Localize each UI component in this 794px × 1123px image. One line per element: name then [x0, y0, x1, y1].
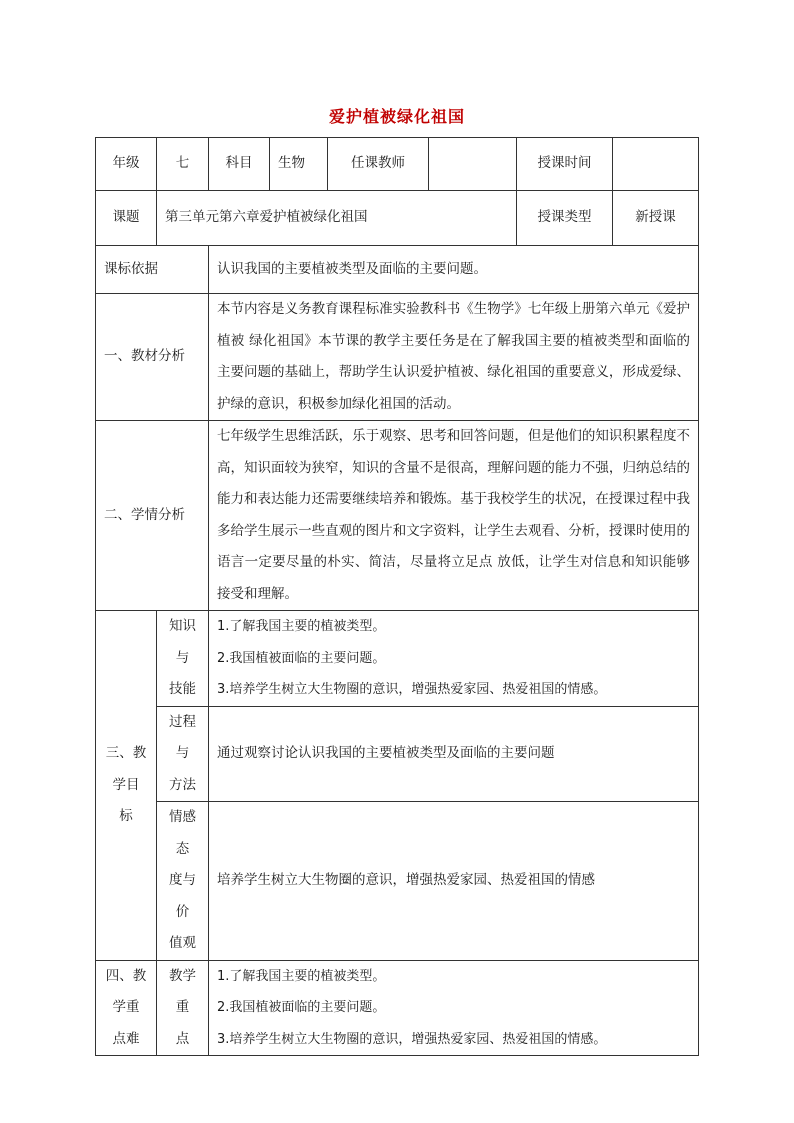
key-points-label-line: 学重 — [112, 999, 140, 1015]
knowledge-item: 2.我国植被面临的主要问题。 — [217, 650, 386, 666]
document-title: 爱护植被绿化祖国 — [328, 107, 465, 126]
emotion-value: 培养学生树立大生物圈的意识，增强热爱家园、热爱祖国的情感 — [209, 802, 699, 961]
teacher-label: 任课教师 — [328, 138, 429, 191]
key-points-label — [96, 960, 157, 1056]
process-value: 通过观察讨论认识我国的主要植被类型及面临的主要问题 — [209, 706, 699, 802]
emotion-label — [157, 802, 209, 961]
goals-label-line: 三、教 — [105, 745, 147, 761]
standard-value: 认识我国的主要植被类型及面临的主要问题。 — [209, 246, 699, 294]
goals-label-line: 标 — [119, 808, 133, 824]
topic-value: 第三单元第六章爱护植被绿化祖国 — [157, 191, 517, 246]
topic-label: 课题 — [96, 191, 157, 246]
key-points-sub-label — [157, 960, 209, 1056]
key-points-row — [96, 960, 699, 1056]
key-point-item: 2.我国植被面临的主要问题。 — [217, 1000, 386, 1015]
type-value: 新授课 — [613, 191, 699, 246]
emotion-label-line: 情感态 — [169, 809, 196, 857]
textbook-value: 本节内容是义务教育课程标准实验教科书《生物学》七年级上册第六单元《爱护植被 绿化祖国》本节课的教学主要任务是在了解我国主要的植被类型和面临的主要问题的基础上，帮助学生认识爱护植被、绿化祖国的重要意义，形成爱绿、护绿的意识，积极参加绿化祖国的活动。 — [209, 294, 699, 421]
process-label-line: 方法 — [169, 776, 196, 793]
process-label — [157, 706, 209, 802]
subject-value: 生物 — [270, 138, 328, 191]
key-points-label-line: 四、教 — [105, 967, 147, 984]
process-label-line: 过程与 — [169, 713, 196, 761]
knowledge-label-line: 技能 — [169, 681, 196, 697]
type-label: 授课类型 — [517, 191, 613, 246]
emotion-label-line: 度与价 — [169, 872, 196, 920]
student-label: 二、学情分析 — [96, 421, 209, 611]
goals-label-line: 学目 — [112, 776, 140, 793]
key-points-sub-label-line: 点 — [175, 1030, 190, 1047]
key-points-label-line: 点难 — [112, 1030, 140, 1047]
knowledge-label-line: 知识与 — [169, 618, 196, 666]
knowledge-item: 3.培养学生树立大生物圈的意识，增强热爱家园、热爱祖国的情感。 — [217, 682, 607, 697]
student-value: 七年级学生思维活跃，乐于观察、思考和回答问题，但是他们的知识积累程度不高，知识面较为狭窄，知识的含量不是很高，理解问题的能力不强，归纳总结的能力和表达能力还需要继续培养和锻炼。基于我校学生的状况，在授课过程中我多给学生展示一些直观的图片和文字资料，让学生去观看、分析，授课时使用的语言一定要尽量的朴实、简洁，尽量将立足点 放低，让学生对信息和知识能够接受和理解。 — [209, 421, 699, 611]
grade-value: 七 — [157, 138, 209, 191]
knowledge-item: 1.了解我国主要的植被类型。 — [217, 619, 386, 634]
goals-process-row — [96, 706, 699, 802]
textbook-label: 一、教材分析 — [96, 294, 209, 421]
time-label: 授课时间 — [517, 138, 613, 191]
key-points-sub-label-line: 教学重 — [169, 967, 196, 1015]
knowledge-label — [157, 611, 209, 707]
standard-label: 课标依据 — [96, 246, 209, 294]
textbook-row — [96, 294, 699, 421]
emotion-label-line: 值观 — [169, 935, 196, 951]
header-row — [96, 138, 699, 191]
goals-emotion-row — [96, 802, 699, 961]
goals-knowledge-row — [96, 611, 699, 707]
key-point-item: 3.培养学生树立大生物圈的意识，增强热爱家园、热爱祖国的情感。 — [217, 1031, 607, 1047]
key-point-item: 1.了解我国主要的植被类型。 — [217, 968, 386, 984]
subject-label: 科目 — [209, 138, 270, 191]
student-row — [96, 421, 699, 611]
lesson-plan-table — [95, 137, 699, 1056]
standard-row — [96, 246, 699, 294]
goals-label — [96, 611, 157, 961]
time-value — [613, 138, 699, 191]
key-points-items — [209, 960, 699, 1056]
grade-label: 年级 — [96, 138, 157, 191]
topic-row — [96, 191, 699, 246]
teacher-value — [429, 138, 517, 191]
knowledge-items — [209, 611, 699, 707]
